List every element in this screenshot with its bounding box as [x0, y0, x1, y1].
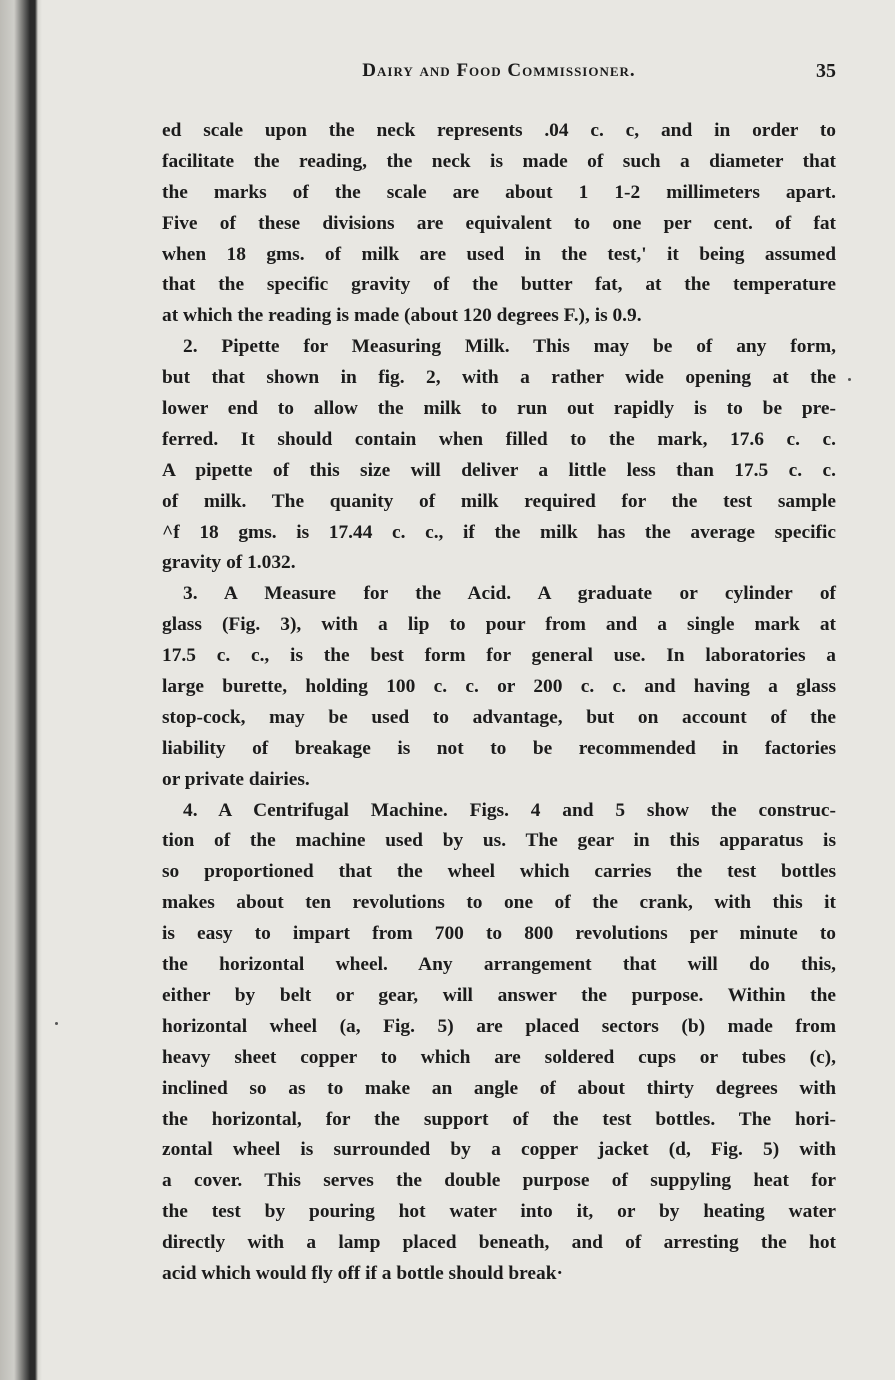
page-header [162, 60, 836, 88]
text-line: the marks of the scale are about 1 1-2 millimeters apart. [162, 181, 836, 203]
paragraph [162, 332, 836, 579]
paragraph [162, 796, 836, 1290]
text-line: stop-cock, may be used to advantage, but on account of the [162, 706, 836, 728]
text-line: the test by pouring hot water into it, or by heating water [162, 1201, 836, 1223]
text-line: of milk. The quanity of milk required for the test sample [162, 490, 836, 512]
scan-speck [55, 1022, 58, 1025]
text-line: 17.5 c. c., is the best form for general use. In laboratories a [162, 645, 836, 667]
text-line: is easy to impart from 700 to 800 revolutions per minute to [162, 923, 836, 945]
text-line: A pipette of this size will deliver a little less than 17.5 c. c. [162, 459, 836, 481]
text-line: 4. A Centrifugal Machine. Figs. 4 and 5 show the construc- [183, 799, 836, 821]
text-line: facilitate the reading, the neck is made of such a diameter that [162, 150, 836, 172]
text-line: ed scale upon the neck represents .04 c. c, and in order to [162, 120, 836, 141]
text-line: Five of these divisions are equivalent to one per cent. of fat [162, 212, 836, 234]
text-line: inclined so as to make an angle of about thirty degrees with [162, 1077, 836, 1099]
text-line: at which the reading is made (about 120 degrees F.), is 0.9. [162, 305, 642, 327]
text-line: horizontal wheel (a, Fig. 5) are placed sectors (b) made from [162, 1015, 836, 1037]
text-line: makes about ten revolutions to one of the crank, with this it [162, 892, 836, 914]
text-line: ^f 18 gms. is 17.44 c. c., if the milk has the average specific [162, 521, 836, 543]
text-line: a cover. This serves the double purpose of suppyling heat for [162, 1170, 836, 1192]
text-line: acid which would fly off if a bottle should break· [162, 1262, 563, 1284]
book-binding-edge [0, 0, 42, 1380]
text-line: or private dairies. [162, 768, 310, 790]
text-line: 3. A Measure for the Acid. A graduate or cylinder of [183, 583, 836, 605]
text-line: ferred. It should contain when filled to the mark, 17.6 c. c. [162, 428, 836, 450]
running-head: Dairy and Food Commissioner. [362, 60, 636, 81]
paragraph [162, 116, 836, 332]
text-line: gravity of 1.032. [162, 552, 296, 574]
page-number: 35 [816, 60, 836, 82]
text-line: large burette, holding 100 c. c. or 200 c. c. and having a glass [162, 676, 836, 698]
text-line: glass (Fig. 3), with a lip to pour from and a single mark at [162, 614, 836, 636]
text-line: zontal wheel is surrounded by a copper jacket (d, Fig. 5) with [162, 1139, 836, 1161]
text-line: that the specific gravity of the butter fat, at the temperature [162, 274, 836, 296]
text-line: 2. Pipette for Measuring Milk. This may be of any form, [183, 336, 836, 358]
text-line: directly with a lamp placed beneath, and of arresting the hot [162, 1232, 836, 1254]
scan-speck [848, 378, 851, 381]
text-line: the horizontal wheel. Any arrangement that will do this, [162, 954, 836, 976]
text-line: so proportioned that the wheel which carries the test bottles [162, 861, 836, 883]
text-line: liability of breakage is not to be recommended in factories [162, 737, 836, 759]
text-line: when 18 gms. of milk are used in the test,' it being assumed [162, 243, 836, 265]
paragraph [162, 579, 836, 795]
text-line: either by belt or gear, will answer the purpose. Within the [162, 984, 836, 1006]
body-text [162, 116, 836, 1290]
text-line: heavy sheet copper to which are soldered cups or tubes (c), [162, 1046, 836, 1068]
text-line: but that shown in fig. 2, with a rather wide opening at the [162, 367, 836, 389]
text-line: lower end to allow the milk to run out rapidly is to be pre- [162, 398, 836, 420]
text-line: the horizontal, for the support of the test bottles. The hori- [162, 1108, 836, 1130]
text-line: tion of the machine used by us. The gear in this apparatus is [162, 830, 836, 852]
